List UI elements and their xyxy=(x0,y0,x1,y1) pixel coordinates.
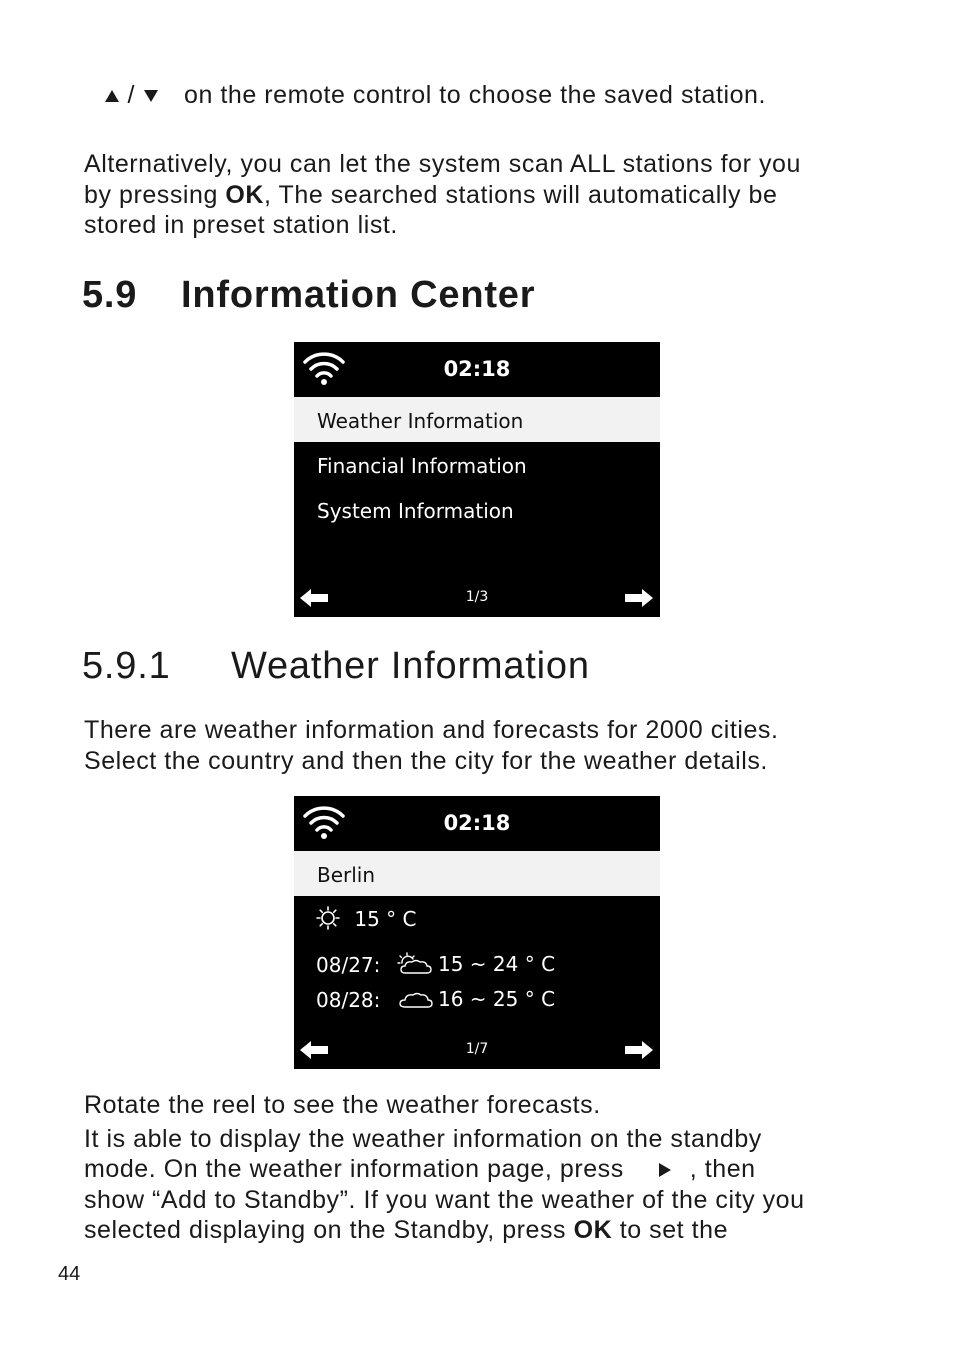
text-line: Select the country and then the city for the weather details. xyxy=(84,746,768,775)
cloud-icon xyxy=(397,987,433,1011)
forecast-date: 08/27: xyxy=(316,953,381,977)
paragraph-scan xyxy=(84,149,904,241)
clock: 02:18 xyxy=(443,357,511,381)
city-name[interactable]: Berlin xyxy=(294,851,660,896)
section-heading xyxy=(82,274,535,317)
status-bar xyxy=(294,342,660,397)
screen-footer xyxy=(294,1039,660,1061)
forecast-row xyxy=(316,987,556,1012)
subsection-number: 5.9.1 xyxy=(82,645,171,687)
text-line: Alternatively, you can let the system scan ALL stations for you xyxy=(84,150,801,178)
section-number: 5.9 xyxy=(82,274,138,316)
subsection-title: Weather Information xyxy=(231,645,590,687)
ok-key-label: OK xyxy=(225,180,264,209)
text-line: stored in preset station list. xyxy=(84,211,398,239)
up-triangle-icon xyxy=(104,89,120,103)
clock: 02:18 xyxy=(443,811,511,835)
text-line: Rotate the reel to see the weather forecasts. xyxy=(84,1091,601,1119)
right-arrow-icon[interactable] xyxy=(624,1039,654,1061)
menu-item-system-information[interactable]: System Information xyxy=(317,499,514,523)
sun-icon xyxy=(316,906,340,930)
play-triangle-icon xyxy=(658,1162,672,1178)
device-screen-information-center xyxy=(294,342,660,617)
forecast-range: 16 ~ 25 ° C xyxy=(438,987,556,1011)
menu-item-weather-information[interactable]: Weather Information xyxy=(294,397,660,442)
intro-line xyxy=(104,81,766,110)
page-indicator: 1/3 xyxy=(465,589,489,605)
page-indicator: 1/7 xyxy=(465,1041,489,1057)
page-number: 44 xyxy=(58,1263,81,1285)
paragraph-standby xyxy=(84,1090,904,1246)
status-bar xyxy=(294,796,660,851)
current-temperature: 15 ° C xyxy=(354,907,417,931)
text-line: It is able to display the weather information on the standby xyxy=(84,1124,762,1153)
text-line: show “Add to Standby”. If you want the weather of the city you xyxy=(84,1185,805,1214)
menu-item-financial-information[interactable]: Financial Information xyxy=(317,454,527,478)
device-screen-weather xyxy=(294,796,660,1069)
text-line: There are weather information and forecasts for 2000 cities. xyxy=(84,716,779,744)
forecast-date: 08/28: xyxy=(316,988,381,1012)
section-title: Information Center xyxy=(181,274,536,316)
text-line: by pressing OK, The searched stations will automatically be xyxy=(84,180,778,209)
right-arrow-icon[interactable] xyxy=(624,587,654,609)
screen-footer xyxy=(294,587,660,609)
arrow-separator: / xyxy=(127,81,135,109)
ok-key-label: OK xyxy=(573,1216,613,1244)
subsection-heading xyxy=(82,645,590,688)
text-line: selected displaying on the Standby, press OK to set the xyxy=(84,1216,729,1244)
intro-text: on the remote control to choose the saved station. xyxy=(184,81,767,109)
partly-cloudy-icon xyxy=(397,952,433,976)
paragraph-weather-intro xyxy=(84,715,904,776)
text-line: mode. On the weather information page, press , then xyxy=(84,1155,756,1183)
current-weather xyxy=(316,906,417,931)
down-triangle-icon xyxy=(143,89,159,103)
forecast-row xyxy=(316,952,556,977)
forecast-range: 15 ~ 24 ° C xyxy=(438,952,556,976)
